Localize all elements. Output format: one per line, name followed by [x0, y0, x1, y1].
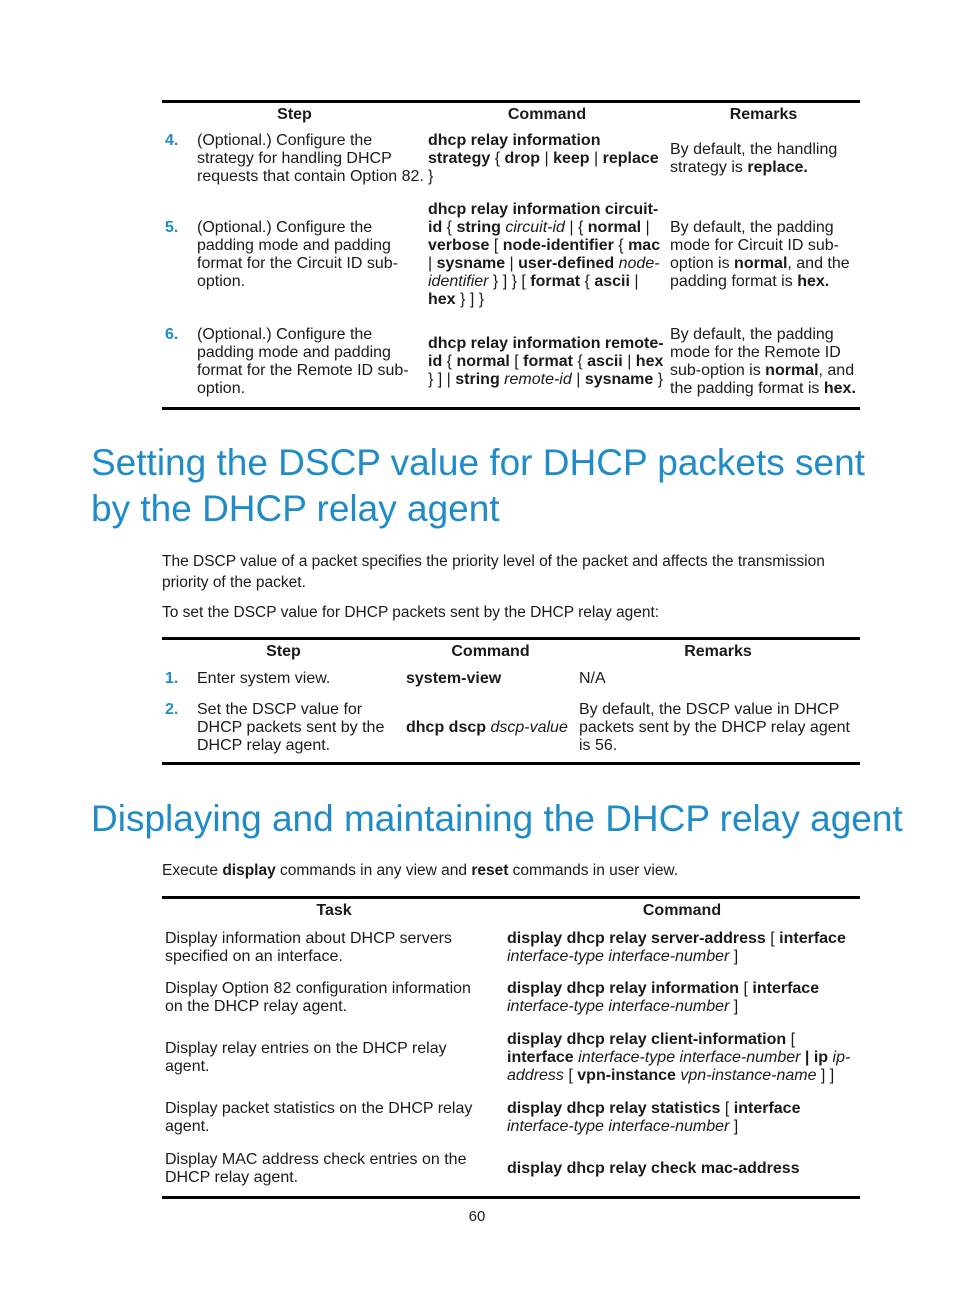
text-run: dscp-value	[486, 719, 568, 736]
text-run: [	[739, 980, 753, 997]
table-row	[164, 1024, 858, 1092]
text-run: hex	[635, 353, 664, 370]
text-run: Execute	[162, 862, 223, 879]
step-number: 1.	[165, 670, 179, 687]
task-cell: Display MAC address check entries on the DHCP relay agent.	[165, 1151, 467, 1186]
col-header-command: Command	[642, 902, 722, 919]
text-run: dhcp relay information strategy	[428, 132, 601, 167]
command-cell	[506, 1144, 858, 1194]
table3	[162, 899, 860, 1196]
text-run: } ] }	[455, 291, 485, 308]
text-run: By default, the handling strategy is	[670, 141, 838, 176]
text-run: ip-address	[507, 1049, 851, 1084]
table-row	[164, 1144, 858, 1194]
text-run: commands in user view.	[508, 862, 679, 879]
text-run: dhcp relay information circuit-id	[428, 201, 659, 236]
text-run: system-view	[406, 670, 502, 687]
text-run: normal	[734, 255, 788, 272]
section-heading-dscp: Setting the DSCP value for DHCP packets sent by the DHCP relay agent	[91, 442, 865, 529]
text-run: commands in any view and	[275, 862, 472, 879]
text-run: |	[800, 1049, 814, 1066]
text-run: interface	[752, 980, 820, 997]
text-run: normal	[456, 353, 510, 370]
table2	[162, 640, 860, 762]
step-description: (Optional.) Configure the padding mode and padding format for the Remote ID sub-option.	[197, 326, 409, 397]
text-run: interface	[733, 1100, 801, 1117]
text-run: |	[505, 255, 519, 272]
remarks-cell	[578, 664, 858, 694]
step-description: (Optional.) Configure the strategy for handling DHCP requests that contain Option 82.	[197, 132, 424, 185]
text-run: hex.	[797, 273, 830, 290]
text-run: dhcp relay information remote-id	[428, 335, 664, 370]
col-header-step: Step	[266, 643, 301, 660]
table-row	[164, 974, 858, 1022]
step-cell	[164, 696, 403, 760]
text-run: vpn-instance	[577, 1067, 676, 1084]
text-run: | {	[564, 219, 588, 236]
col-header-step: Step	[277, 106, 312, 123]
text-run: display	[222, 862, 276, 879]
command-cell	[405, 696, 576, 760]
task-cell: Display packet statistics on the DHCP relay agent.	[165, 1100, 473, 1135]
text-run: replace.	[747, 159, 808, 176]
task-cell: Display Option 82 configuration information on the DHCP relay agent.	[165, 980, 471, 1015]
text-run: }	[653, 371, 664, 388]
step-cell	[164, 664, 403, 694]
command-cell	[427, 127, 667, 191]
text-run: N/A	[579, 670, 606, 687]
step-description: (Optional.) Configure the padding mode and padding format for the Circuit ID sub-option.	[197, 219, 398, 290]
text-run: |	[641, 219, 650, 236]
text-run: display dhcp relay statistics	[507, 1100, 721, 1117]
text-run: display dhcp relay server-address	[507, 929, 766, 947]
text-run: [	[786, 1031, 796, 1048]
table-row	[164, 664, 858, 694]
paragraph-dscp-intro: The DSCP value of a packet specifies the priority level of the packet and affects the transmission priority of the packet.	[162, 553, 825, 591]
text-run: user-defined	[518, 255, 615, 272]
text-run: format	[530, 273, 581, 290]
text-run: {	[442, 353, 457, 370]
page-number: 60	[468, 1208, 486, 1225]
step-cell	[164, 193, 425, 317]
table-row	[164, 923, 858, 972]
text-run: [	[765, 929, 780, 947]
text-run: |	[622, 353, 636, 370]
text-run: {	[572, 353, 588, 370]
col-header-command: Command	[507, 106, 587, 123]
text-run: node-identifier	[502, 237, 614, 254]
text-run: interface-type interface-number	[573, 1049, 801, 1066]
section-heading-display: Displaying and maintaining the DHCP relay agent	[91, 798, 903, 839]
col-header-remarks: Remarks	[684, 643, 752, 660]
text-run: interface-type interface-number	[507, 1118, 730, 1135]
remarks-cell	[578, 696, 858, 760]
command-cell	[506, 1024, 858, 1092]
text-run: }	[428, 168, 434, 185]
text-run: vpn-instance-name	[675, 1067, 817, 1084]
text-run: circuit-id	[500, 219, 565, 236]
table1	[162, 103, 860, 407]
command-cell	[427, 319, 667, 405]
text-run: keep	[553, 150, 590, 167]
text-run: {	[580, 273, 595, 290]
text-run: ascii	[587, 353, 623, 370]
text-run: By default, the padding mode for Circuit ID sub-option is	[670, 219, 839, 272]
text-run: normal	[765, 362, 819, 379]
task-cell: Display information about DHCP servers specified on an interface.	[165, 929, 452, 965]
text-run: replace	[602, 150, 659, 167]
table-row	[164, 1094, 858, 1142]
text-run: ip	[813, 1049, 829, 1066]
table-row	[164, 696, 858, 760]
text-run: [	[563, 1067, 578, 1084]
task-cell: Display relay entries on the DHCP relay agent.	[165, 1040, 447, 1075]
command-cell	[405, 664, 576, 694]
task-table-display	[162, 896, 860, 1199]
text-run: string	[456, 219, 501, 236]
step-number: 2.	[165, 701, 179, 718]
text-run: |	[540, 150, 554, 167]
text-run: {	[442, 219, 457, 236]
text-run: sysname	[436, 255, 506, 272]
text-run: ]	[729, 947, 739, 965]
step-table-relay-information	[162, 100, 860, 410]
text-run: |	[571, 371, 585, 388]
text-run: ascii	[594, 273, 630, 290]
text-run: By default, the DSCP value in DHCP packets sent by the DHCP relay agent is 56.	[579, 701, 850, 754]
text-run: |	[428, 255, 437, 272]
table-row	[164, 319, 858, 405]
paragraph-dscp-lead: To set the DSCP value for DHCP packets sent by the DHCP relay agent:	[162, 604, 660, 621]
step-number: 6.	[165, 326, 179, 343]
text-run: , and the padding format is	[670, 255, 850, 290]
text-run: ]	[729, 1118, 739, 1135]
text-run: format	[523, 353, 573, 370]
text-run: hex	[428, 291, 456, 308]
step-description: Enter system view.	[197, 670, 331, 687]
text-run: string	[455, 371, 500, 388]
text-run: } ] |	[428, 371, 456, 388]
text-run: |	[589, 150, 603, 167]
command-cell	[506, 1094, 858, 1142]
step-cell	[164, 319, 425, 405]
step-description: Set the DSCP value for DHCP packets sent by the DHCP relay agent.	[197, 701, 385, 754]
text-run: remote-id	[499, 371, 572, 388]
col-header-task: Task	[316, 902, 352, 919]
text-run: display dhcp relay check mac-address	[507, 1160, 800, 1177]
command-cell	[506, 923, 858, 972]
text-run: [	[720, 1100, 734, 1117]
step-number: 4.	[165, 132, 179, 149]
text-run: mac	[628, 237, 661, 254]
text-run: verbose	[428, 237, 490, 254]
text-run: interface	[507, 1049, 574, 1066]
text-run: {	[490, 150, 505, 167]
paragraph-display-intro	[162, 860, 867, 881]
text-run: interface	[779, 929, 846, 947]
text-run: display dhcp relay client-information	[507, 1031, 787, 1048]
text-run: display dhcp relay information	[507, 980, 740, 997]
text-run: drop	[504, 150, 541, 167]
text-run: ]	[729, 998, 739, 1015]
text-run: sysname	[584, 371, 654, 388]
text-run: |	[629, 273, 639, 290]
col-header-remarks: Remarks	[729, 106, 798, 123]
text-run: hex.	[823, 380, 856, 397]
text-run: [	[509, 353, 524, 370]
text-run: , and the padding format is	[670, 362, 855, 397]
text-run: } ] } [	[488, 273, 531, 290]
remarks-cell	[669, 127, 858, 191]
text-run: ] ]	[816, 1067, 835, 1084]
remarks-cell	[669, 193, 858, 317]
remarks-cell	[669, 319, 858, 405]
text-run: interface-type interface-number	[507, 998, 730, 1015]
text-run: node-identifier	[428, 255, 660, 290]
text-run: normal	[587, 219, 642, 236]
col-header-command: Command	[451, 643, 530, 660]
step-table-dscp	[162, 637, 860, 765]
step-cell	[164, 127, 425, 191]
command-cell	[427, 193, 667, 317]
table-row	[164, 193, 858, 317]
text-run: interface-type interface-number	[507, 947, 730, 965]
command-cell	[506, 974, 858, 1022]
text-run: reset	[471, 862, 509, 879]
text-run: By default, the padding mode for the Remote ID sub-option is	[670, 326, 841, 379]
step-number: 5.	[165, 219, 179, 236]
table-row	[164, 127, 858, 191]
text-run: {	[613, 237, 629, 254]
text-run: [	[489, 237, 503, 254]
text-run: dhcp dscp	[406, 719, 487, 736]
